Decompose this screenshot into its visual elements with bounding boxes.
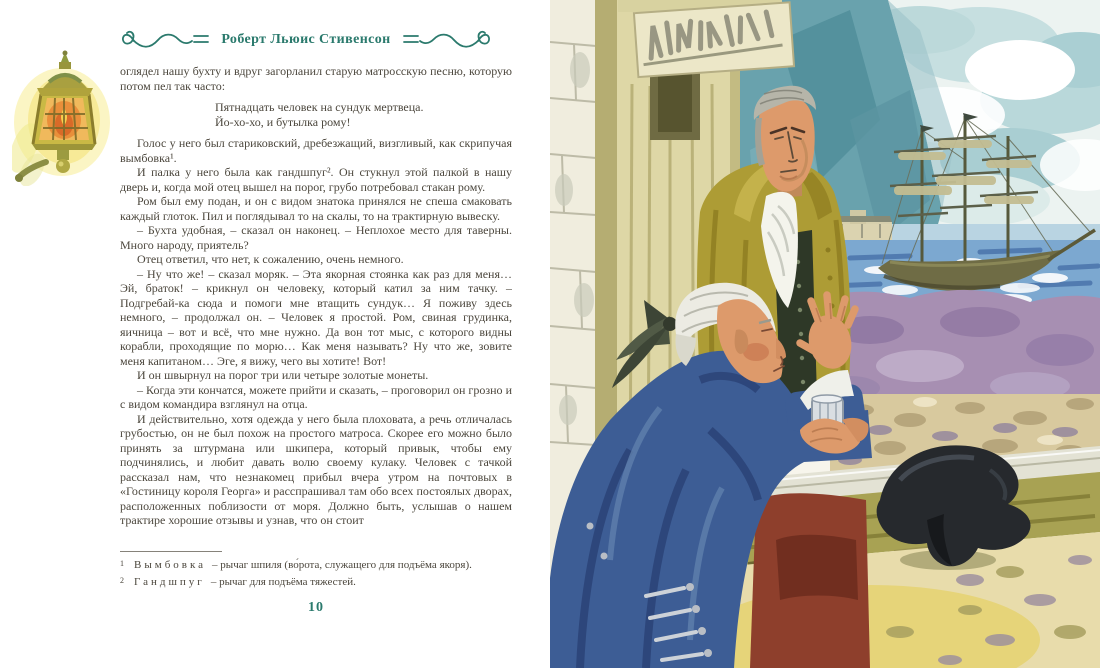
footnote-rule: [120, 551, 222, 552]
paragraph: Отец ответил, что нет, к сожалению, очень немного.: [137, 252, 404, 266]
running-head: [108, 24, 504, 56]
paragraph: И действительно, хотя одежда у него была плоховата, а речь отличалась грубостью, он не был похож на простого матроса. Скорее его можно было принять за штурмана или шкипера, который привык, чтобы ему подчинялись, и любит давать волю своему кулаку. Человек с тачкой рассказал нам, что незнакомец прибыл вчера утром на почтовых в «Гостиницу короля Георга» и расспрашивал там обо всех постоялых дворах, расположенных поблизости от моря. Должно быть, услышав о нашем трактире хорошие отзывы и узнав, что он стоит: [120, 411, 512, 527]
lantern-illustration: [12, 50, 118, 186]
tavern-scene-illustration: [550, 0, 1100, 668]
footnote-definition: – рычаг шпиля (во́рота, служащего для подъёма якоря).: [212, 559, 472, 571]
paragraph: – Когда эти кончатся, можете прийти и сказать, – проговорил он грозно и с видом командира взглянул на отца.: [120, 382, 512, 411]
footnote-term: Гандшпуг: [134, 576, 205, 588]
paragraph: И палка у него была как гандшпуг². Он стукнул этой палкой в нашу дверь и, когда мой отец вышел на порог, грубо потребовал стакан рому.: [120, 165, 512, 194]
footnotes: [120, 551, 512, 591]
paragraph: – Бухта удобная, – сказал он наконец. – Неплохое место для таверны. Много народу, приятель?: [120, 223, 512, 252]
footnote-marker: 1: [120, 559, 124, 568]
footnote: [120, 557, 512, 573]
flourish-right-icon: [400, 27, 492, 53]
footnote-marker: 2: [120, 576, 124, 585]
verse-line: Йо-хо-хо, и бутылка рому!: [215, 114, 351, 129]
paragraph: – Ну что же! – сказал моряк. – Эта якорная стоянка как раз для меня… Эй, браток! – крикнул он человеку, который катил за ним тачку. – Подгребай-ка сюда и помоги мне втащить сундук… Я поживу здесь немного, – продолжал он. – Человек я простой. Ром, свиная грудинка, яичница – вот и всё, что мне нужно. Да вон тот мыс, с которого видны корабли, проходящие по морю… Как меня называть? Ну что же, зовите меня капитаном… Эге, я вижу, чего вы хотите! Вот!: [120, 266, 512, 368]
author-name: Роберт Льюис Стивенсон: [221, 32, 391, 47]
body-text: [120, 64, 512, 556]
footnote: [120, 574, 512, 590]
paragraph-opening: оглядел нашу бухту и вдруг загорланил старую матросскую песню, которую потом пел так часто:: [120, 64, 512, 93]
sea-shanty-verse: [215, 100, 512, 129]
paragraph: Голос у него был стариковский, дребезжащий, визгливый, как скрипучая вымбовка¹.: [120, 136, 512, 165]
page-number: 10: [308, 600, 324, 615]
paragraph: И он швырнул на порог три или четыре золотые монеты.: [137, 368, 429, 382]
tavern-sign: [634, 2, 794, 77]
flourish-left-icon: [120, 27, 212, 53]
footnote-definition: – рычаг для подъёма тяжестей.: [210, 576, 356, 588]
paragraph: Ром был ему подан, и он с видом знатока принялся не спеша смаковать каждый глоток. Пил и поглядывал то на скалы, то на трактирную вывеску.: [120, 194, 512, 223]
verse-line: Пятнадцать человек на сундук мертвеца.: [215, 100, 424, 114]
footnote-term: Вымбовка: [134, 559, 207, 571]
